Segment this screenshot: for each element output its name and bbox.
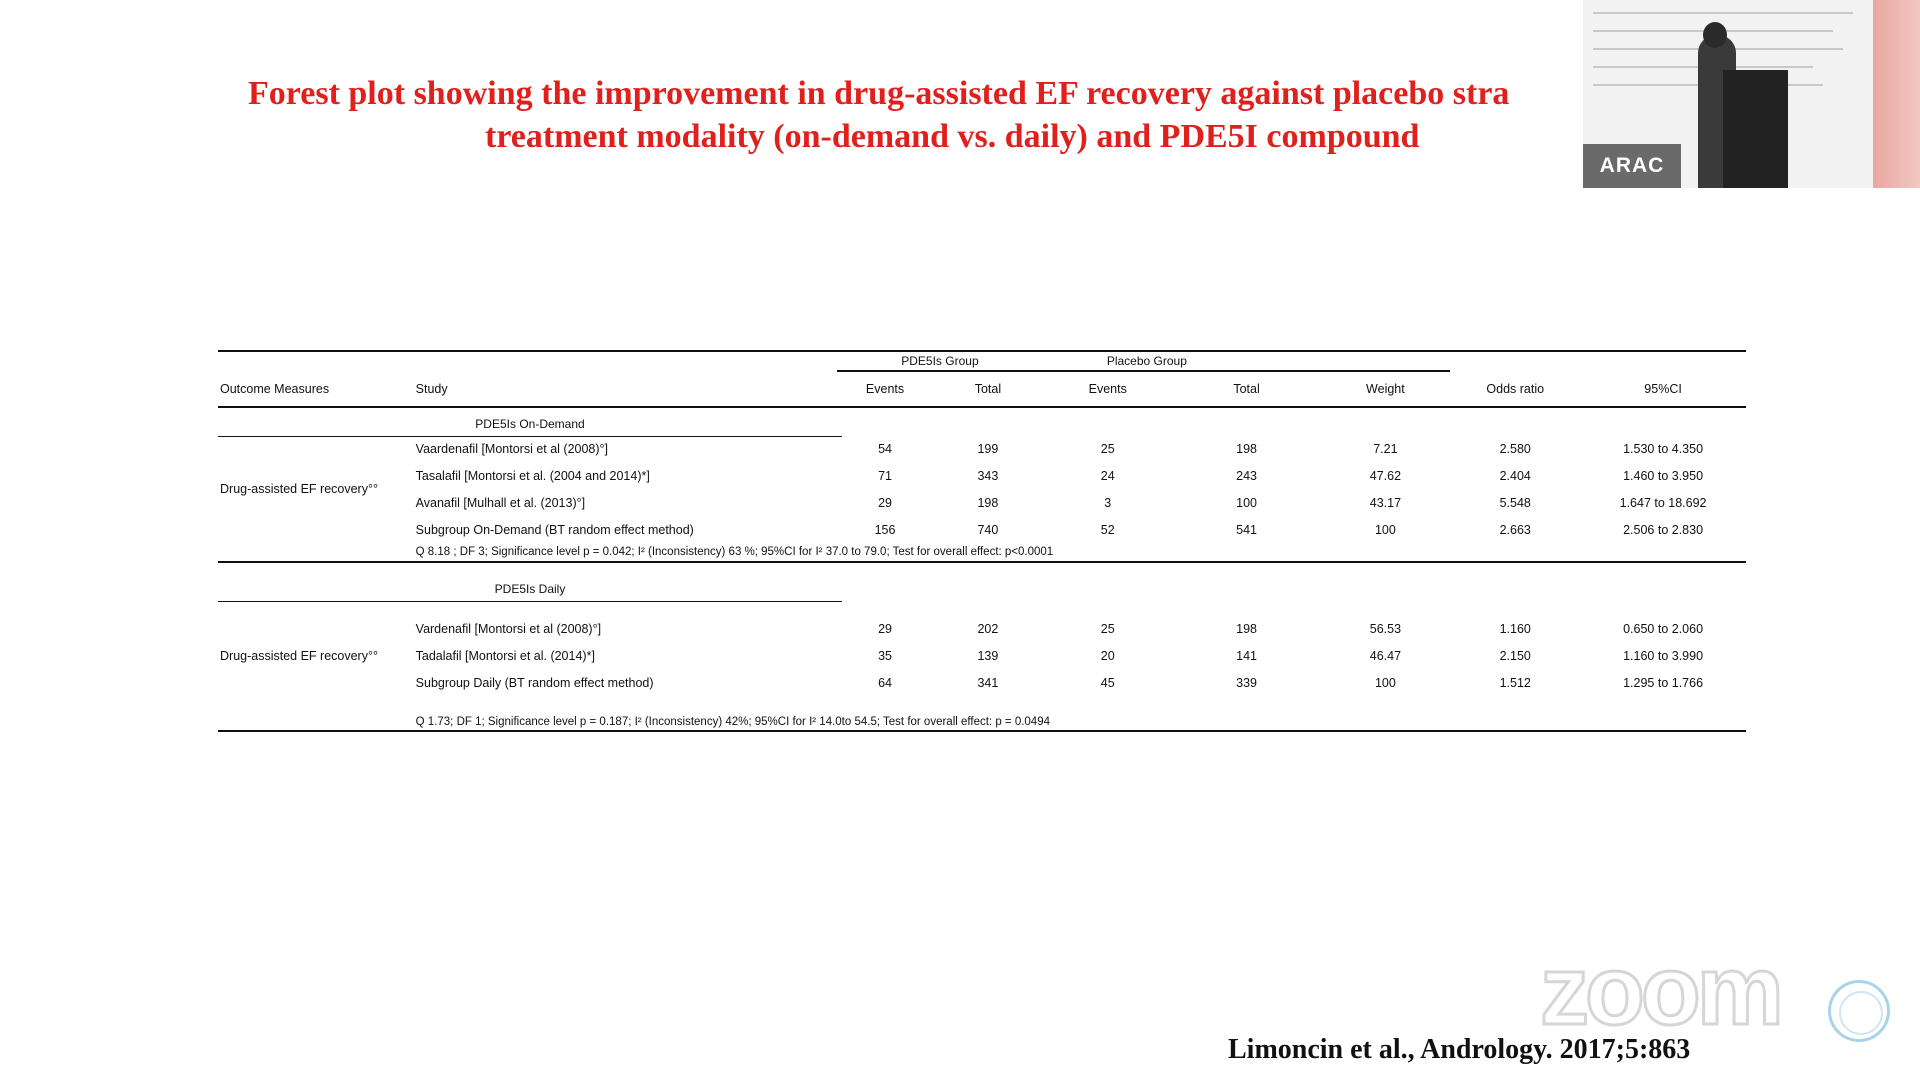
events-placebo-cell: 20: [1100, 648, 1115, 663]
total-placebo-cell: 100: [1236, 495, 1257, 510]
total-placebo-cell: 541: [1236, 522, 1257, 537]
results-table: [218, 350, 1746, 732]
col-events-pde5: Events: [837, 371, 933, 407]
ci-cell: 2.506 to 2.830: [1623, 522, 1704, 537]
stage-backdrop: [1873, 0, 1920, 188]
speaker-name-label: ARAC: [1583, 144, 1681, 188]
events-placebo-cell: 25: [1100, 441, 1115, 456]
section-label-on-demand: PDE5Is On-Demand: [218, 412, 842, 437]
table-row: [218, 489, 1746, 516]
table-row: [218, 642, 1746, 669]
outcome-label: Drug-assisted EF recovery°°: [220, 648, 378, 663]
col-total-placebo: Total: [1173, 371, 1321, 407]
total-pde5-cell: 341: [977, 675, 999, 690]
events-pde5-cell: 156: [874, 522, 896, 537]
section-stats-note: Q 8.18 ; DF 3; Significance level p = 0.042; I² (Inconsistency) 63 %; 95%CI for I² 37.0 to 79.0; Test for overall effect: p<0.0001: [415, 546, 1054, 558]
weight-cell: 100: [1374, 522, 1396, 537]
events-pde5-cell: 54: [878, 441, 892, 456]
table-row: [218, 516, 1746, 543]
odds-ratio-cell: 2.404: [1499, 468, 1531, 483]
study-cell: Tadalafil [Montorsi et al. (2014)*]: [415, 648, 595, 663]
col-study: Study: [416, 371, 837, 407]
study-cell: Vardenafil [Montorsi et al (2008)°]: [415, 621, 602, 636]
total-placebo-cell: 198: [1236, 621, 1257, 636]
weight-cell: 100: [1374, 675, 1396, 690]
total-pde5-cell: 198: [977, 495, 999, 510]
weight-cell: 56.53: [1369, 621, 1402, 636]
odds-ratio-cell: 2.150: [1499, 648, 1531, 663]
total-placebo-cell: 198: [1236, 441, 1257, 456]
table-row: [218, 435, 1746, 462]
events-placebo-cell: 25: [1100, 621, 1115, 636]
total-placebo-cell: 339: [1236, 675, 1257, 690]
ci-cell: 1.295 to 1.766: [1623, 675, 1704, 690]
study-cell: Avanafil [Mulhall et al. (2013)°]: [415, 495, 586, 510]
total-pde5-cell: 740: [977, 522, 999, 537]
section-label-daily: PDE5Is Daily: [218, 577, 842, 602]
ci-cell: 1.160 to 3.990: [1623, 648, 1704, 663]
slide-title-line-1: Forest plot showing the improvement in drug-assisted EF recovery against placebo stra: [248, 75, 1510, 112]
weight-cell: 46.47: [1369, 648, 1402, 663]
events-placebo-cell: 45: [1100, 675, 1115, 690]
events-pde5-cell: 29: [878, 495, 892, 510]
weight-cell: 47.62: [1369, 468, 1402, 483]
events-placebo-cell: 24: [1100, 468, 1115, 483]
ci-cell: 1.460 to 3.950: [1623, 468, 1704, 483]
odds-ratio-cell: 2.663: [1499, 522, 1531, 537]
odds-ratio-cell: 2.580: [1499, 441, 1531, 456]
pde5-group-header: PDE5Is Group: [837, 351, 1043, 371]
ci-cell: 1.530 to 4.350: [1623, 441, 1704, 456]
events-placebo-cell: 3: [1104, 495, 1112, 510]
ci-cell: 1.647 to 18.692: [1619, 495, 1707, 510]
events-pde5-cell: 71: [878, 468, 892, 483]
study-cell: Vaardenafil [Montorsi et al (2008)°]: [415, 441, 609, 456]
col-weight: Weight: [1320, 371, 1450, 407]
col-outcome: Outcome Measures: [218, 371, 416, 407]
slide-title-line-2: treatment modality (on-demand vs. daily) and PDE5I compound: [485, 118, 1420, 155]
speaker-head: [1703, 22, 1727, 48]
odds-ratio-cell: 5.548: [1499, 495, 1531, 510]
odds-ratio-cell: 1.512: [1499, 675, 1531, 690]
study-cell: Tasalafil [Montorsi et al. (2004 and 2014)*]: [415, 468, 650, 483]
total-pde5-cell: 343: [977, 468, 999, 483]
placebo-group-header: Placebo Group: [1043, 351, 1450, 371]
events-placebo-cell: 52: [1100, 522, 1115, 537]
col-ci: 95%CI: [1580, 371, 1746, 407]
study-cell: Subgroup Daily (BT random effect method): [415, 675, 654, 690]
total-placebo-cell: 243: [1236, 468, 1257, 483]
total-pde5-cell: 202: [977, 621, 999, 636]
events-pde5-cell: 35: [878, 648, 892, 663]
study-cell: Subgroup On-Demand (BT random effect method): [415, 522, 694, 537]
slide-citation: Limoncin et al., Andrology. 2017;5:863: [1228, 1034, 1691, 1065]
speaker-video-thumbnail[interactable]: [1583, 0, 1920, 188]
section-stats-note: Q 1.73; DF 1; Significance level p = 0.187; I² (Inconsistency) 42%; 95%CI for I² 14.0to 54.5; Test for overall effect: p = 0.0494: [416, 696, 1746, 731]
outcome-label: Drug-assisted EF recovery°°: [220, 482, 378, 496]
table-row: [218, 615, 1746, 642]
events-pde5-cell: 64: [878, 675, 892, 690]
weight-cell: 7.21: [1373, 441, 1398, 456]
col-total-pde5: Total: [933, 371, 1043, 407]
weight-cell: 43.17: [1369, 495, 1402, 510]
table-row: [218, 669, 1746, 696]
odds-ratio-cell: 1.160: [1499, 621, 1531, 636]
col-events-placebo: Events: [1043, 371, 1173, 407]
ci-cell: 0.650 to 2.060: [1623, 621, 1704, 636]
society-logo-icon: [1828, 980, 1890, 1042]
table-row: [218, 462, 1746, 489]
zoom-watermark: zoom: [1540, 935, 1780, 1045]
col-odds-ratio: Odds ratio: [1450, 371, 1580, 407]
events-pde5-cell: 29: [878, 621, 892, 636]
total-pde5-cell: 199: [977, 441, 999, 456]
podium: [1723, 70, 1788, 188]
total-placebo-cell: 141: [1236, 648, 1257, 663]
total-pde5-cell: 139: [977, 648, 999, 663]
